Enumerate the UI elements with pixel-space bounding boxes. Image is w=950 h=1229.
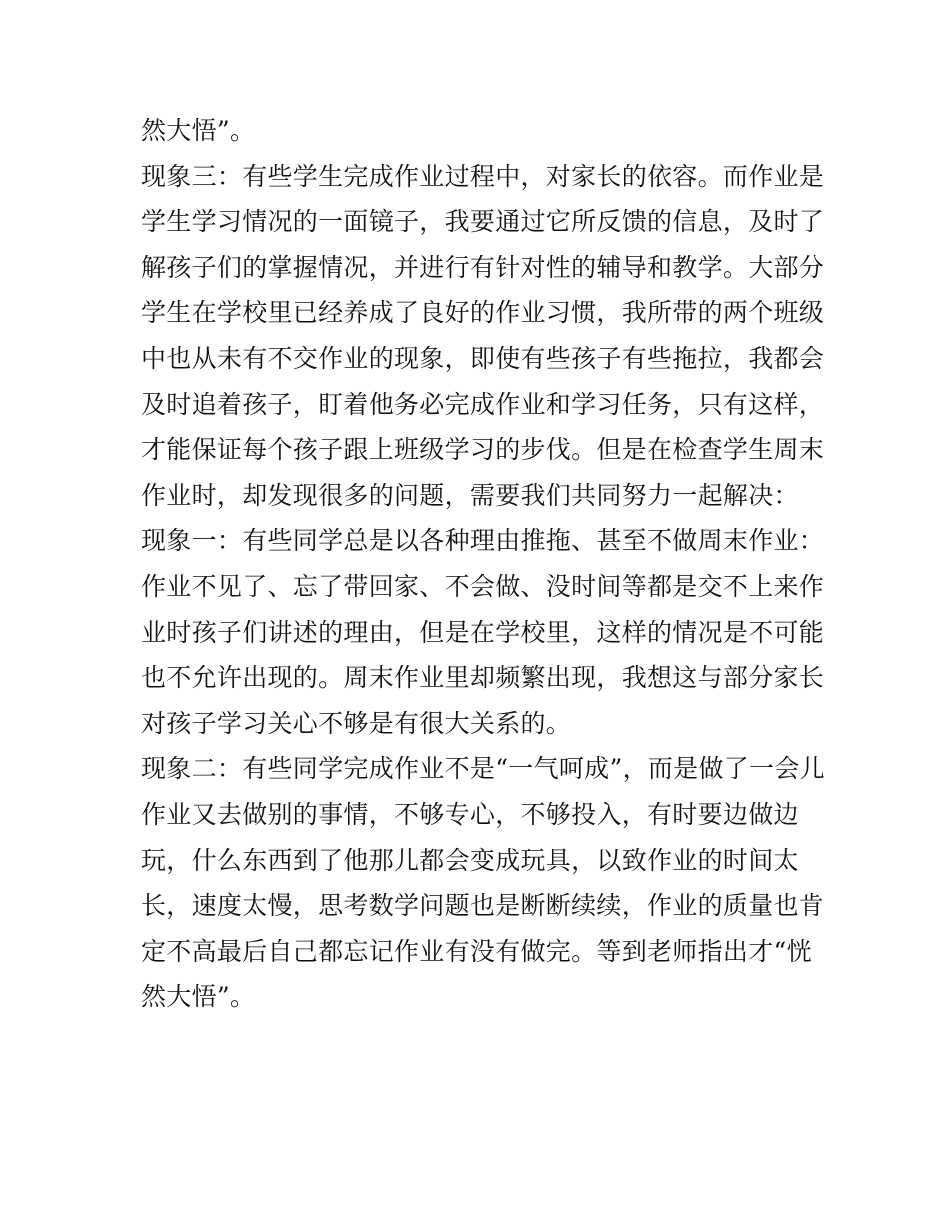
text-line: 解孩子们的掌握情况，并进行有针对性的辅导和教学。大部分 xyxy=(141,252,825,282)
text-line: 业时孩子们讲述的理由，但是在学校里，这样的情况是不可能 xyxy=(141,617,825,647)
text-line: 作业又去做别的事情，不够专心，不够投入，有时要边做边 xyxy=(141,799,799,829)
text-line: 作业不见了、忘了带回家、不会做、没时间等都是交不上来作 xyxy=(141,571,825,601)
text-line: 学生在学校里已经养成了良好的作业习惯，我所带的两个班级 xyxy=(141,298,825,328)
text-line: 现象二：有些同学完成作业不是“一气呵成”，而是做了一会儿 xyxy=(141,754,825,784)
text-line: 然大悟”。 xyxy=(141,982,256,1012)
text-line: 中也从未有不交作业的现象，即使有些孩子有些拖拉，我都会 xyxy=(141,343,825,373)
text-line: 才能保证每个孩子跟上班级学习的步伐。但是在检查学生周末 xyxy=(141,435,825,465)
body-text xyxy=(141,108,825,1020)
text-line: 长，速度太慢，思考数学问题也是断断续续，作业的质量也肯 xyxy=(141,891,825,921)
text-line: 对孩子学习关心不够是有很大关系的。 xyxy=(141,708,572,738)
text-line: 学生学习情况的一面镜子，我要通过它所反馈的信息，及时了 xyxy=(141,207,825,237)
text-line: 然大悟”。 xyxy=(141,116,256,145)
text-line: 定不高最后自己都忘记作业有没有做完。等到老师指出才“恍 xyxy=(141,936,812,966)
text-line: 及时追着孩子，盯着他务必完成作业和学习任务，只有这样， xyxy=(141,389,825,419)
text-line: 现象一：有些同学总是以各种理由推拖、甚至不做周末作业： xyxy=(141,526,825,556)
text-line: 玩，什么东西到了他那儿都会变成玩具，以致作业的时间太 xyxy=(141,845,799,875)
text-line: 也不允许出现的。周末作业里却频繁出现，我想这与部分家长 xyxy=(141,663,825,693)
text-line: 现象三：有些学生完成作业过程中，对家长的依容。而作业是 xyxy=(141,161,825,191)
text-line: 作业时，却发现很多的问题，需要我们共同努力一起解决： xyxy=(141,480,799,510)
